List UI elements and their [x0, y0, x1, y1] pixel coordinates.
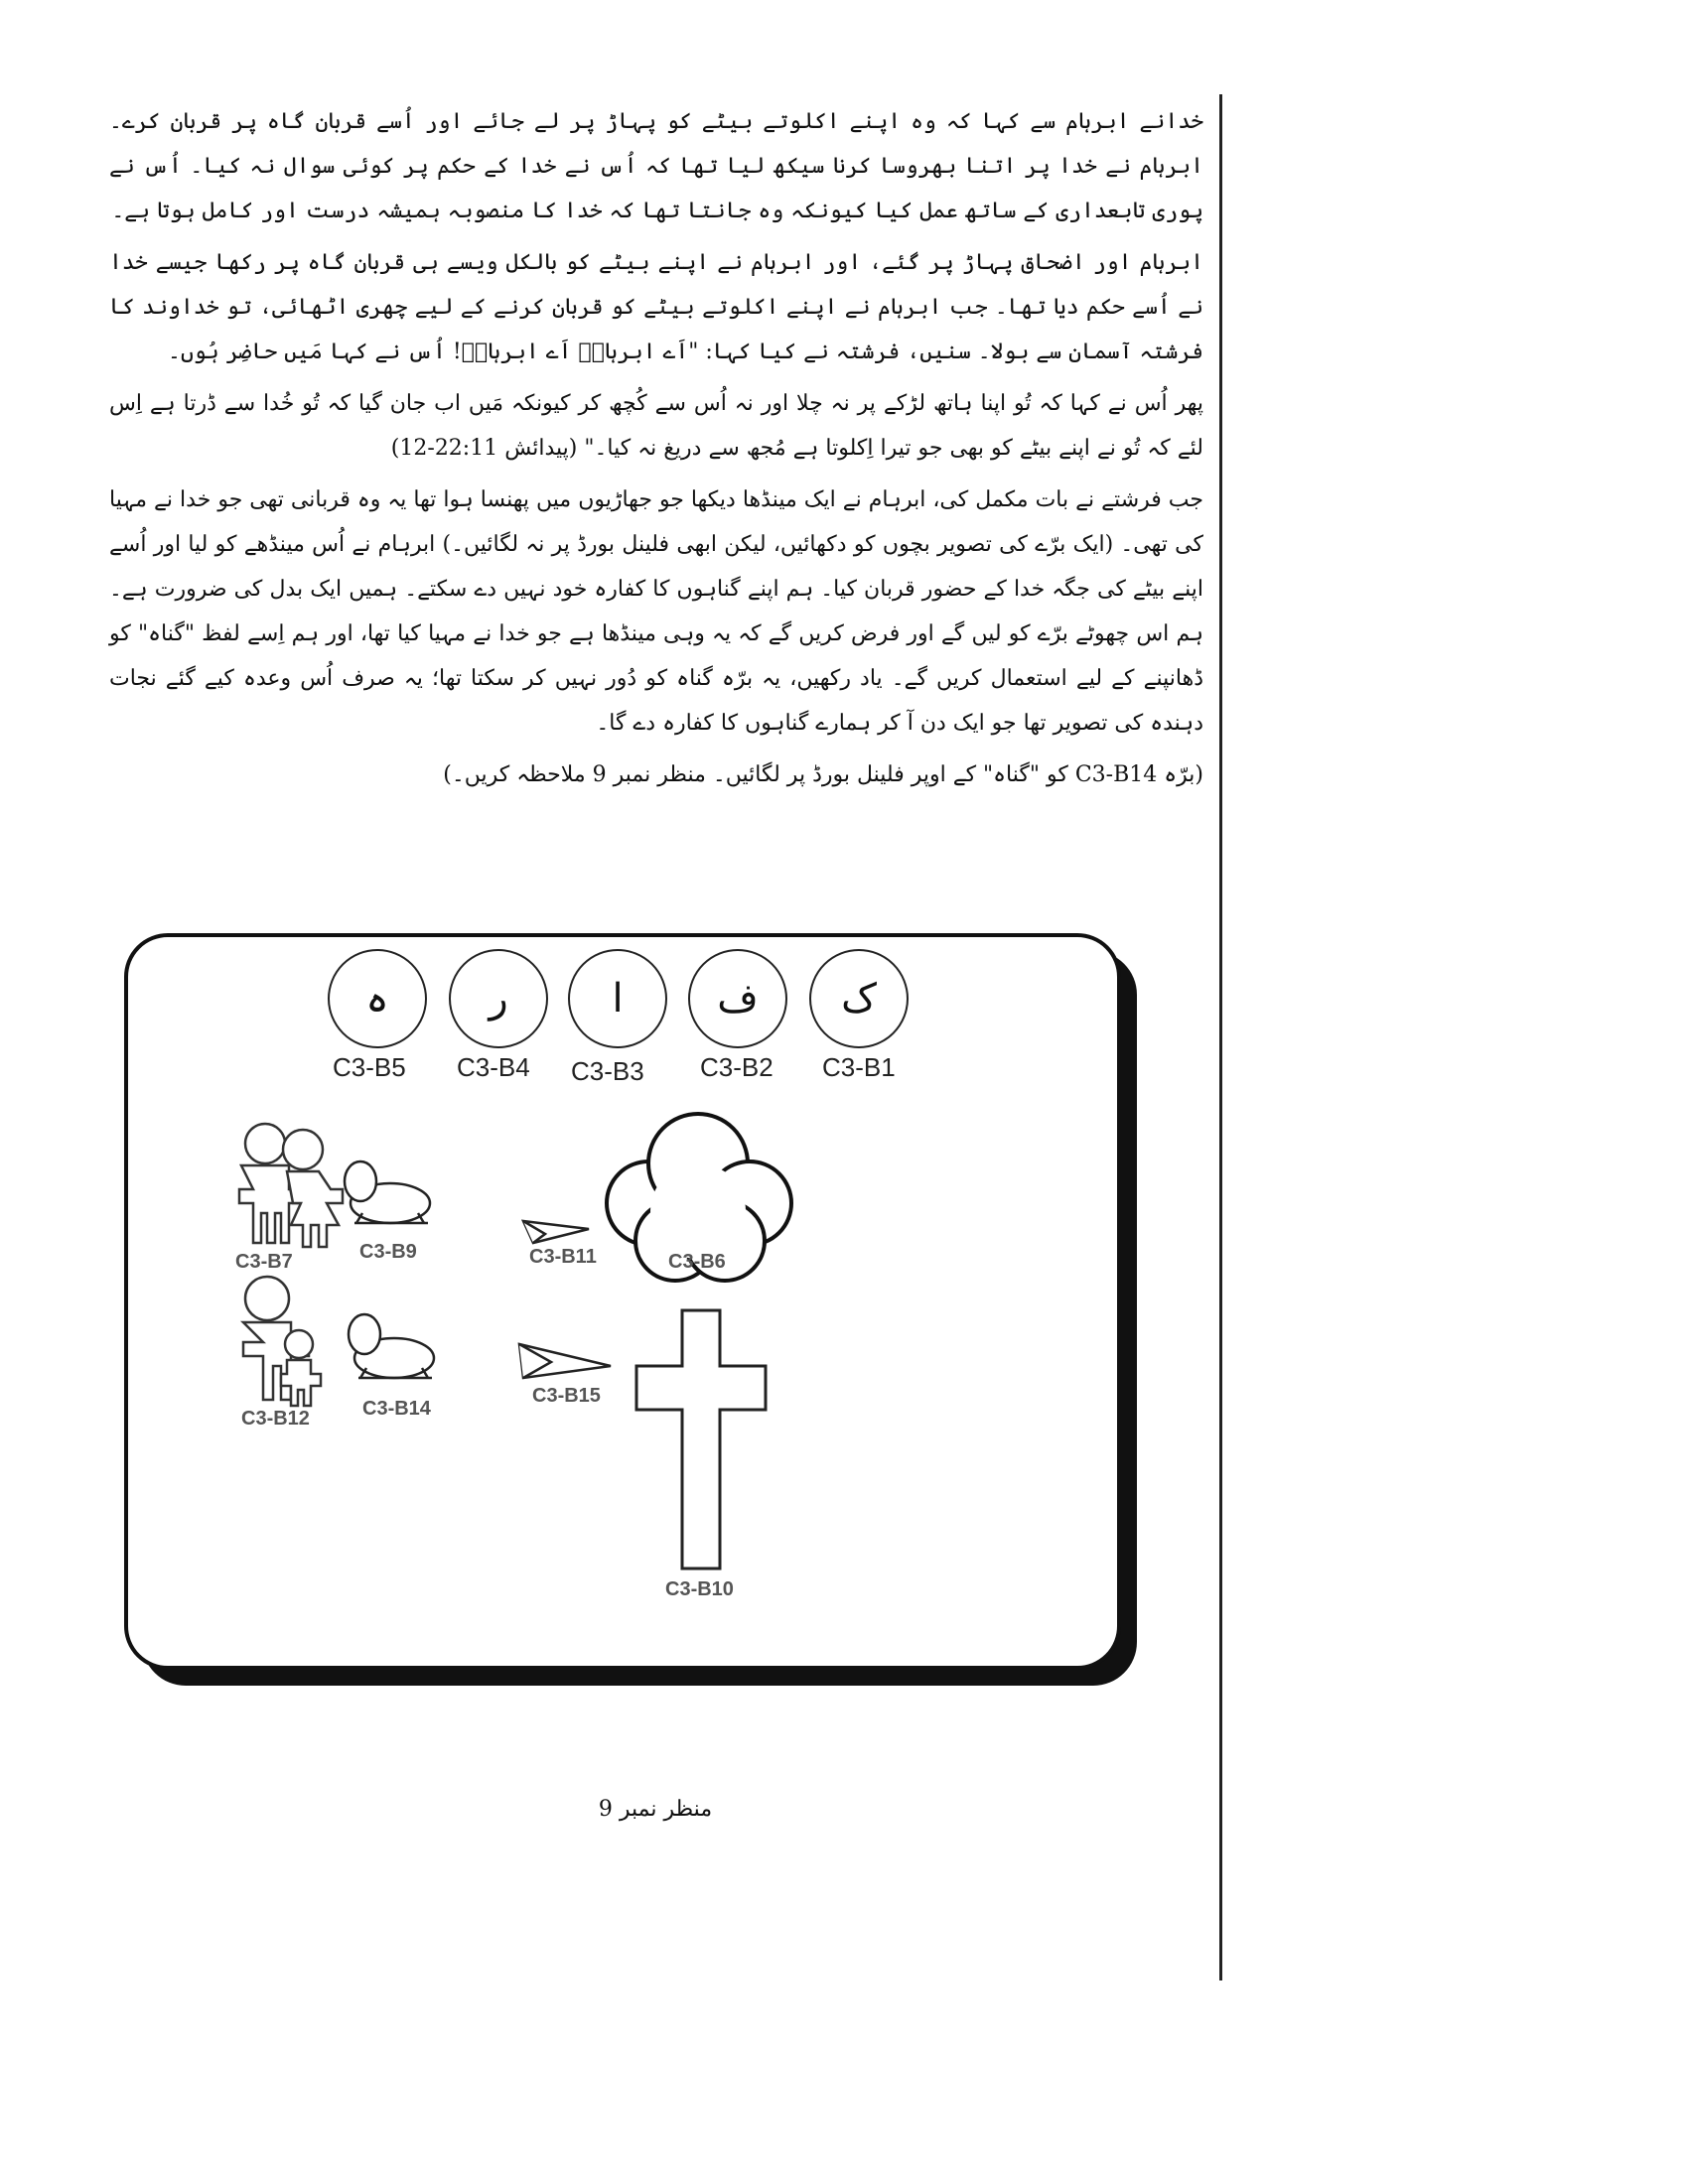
letter-code-b2: C3-B2	[700, 1052, 774, 1082]
vertical-rule	[1219, 94, 1222, 1980]
paragraph-3: پھر اُس نے کہا کہ تُو اپنا ہاتھ لڑکے پر نہ چلا اور نہ اُس سے کُچھ کر کیونکہ مَیں اب جان گیا کہ تُو خُدا سے ڈرتا ہے اِس لئے کہ تُو نے اپنے بیٹے کو بھی جو تیرا اِکلوتا ہے مُجھ سے دریغ نہ کیا۔" (پیدائش 22:11-12)	[109, 391, 1203, 461]
letter-circle-he: ہ	[328, 949, 427, 1048]
letter-circle-kaf: ک	[809, 949, 909, 1048]
children-icon	[239, 1124, 343, 1247]
arrow-icon-bottom	[519, 1344, 611, 1378]
letter-circle-fe: ف	[688, 949, 787, 1048]
label-c3-b15: C3-B15	[532, 1385, 601, 1407]
cross-icon	[636, 1310, 766, 1569]
arrow-icon-top	[523, 1221, 589, 1243]
adult-child-icon	[243, 1277, 321, 1406]
label-c3-b10: C3-B10	[665, 1578, 734, 1600]
letter-circle-alif: ا	[568, 949, 667, 1048]
flannel-board-scene	[124, 933, 1122, 1671]
letter-circle-re: ر	[449, 949, 548, 1048]
scene-figures	[124, 933, 1117, 1668]
paragraph-1: خدانے ابرہام سے کہا کہ وہ اپنے اکلوتے بیٹے کو پہاڑ پر لے جائے اور اُسے قربان گاہ پر قربان کرے۔ ابرہام نے خدا پر اتنا بھروسا کرنا سیکھ لیا تھا کہ اُس نے خدا کے حکم پر کوئی سوال نہ کیا۔ اُس نے پوری تابعداری کے ساتھ عمل کیا کیونکہ وہ جانتا تھا کہ خدا کا منصوبہ ہمیشہ درست اور کامل ہوتا ہے۔	[109, 109, 1203, 223]
paragraph-2: ابرہام اور اضحاق پہاڑ پر گئے، اور ابرہام نے اپنے بیٹے کو بالکل ویسے ہی قربان گاہ پر رکھا جیسے خدا نے اُسے حکم دیا تھا۔ جب ابرہام نے اپنے اکلوتے بیٹے کو قربان کرنے کے لیے چھری اٹھائی، تو خداوند کا فرشتہ آسمان سے بولا۔ سنیں، فرشتہ نے کیا کہا: "اَے ابرہامؔ اَے ابرہامؔ! اُس نے کہا مَیں حاضِر ہُوں۔	[109, 250, 1203, 364]
letter-code-b1: C3-B1	[822, 1052, 896, 1082]
letter-code-b3: C3-B3	[571, 1056, 644, 1086]
lamb-icon-bottom	[349, 1314, 434, 1378]
label-c3-b7: C3-B7	[235, 1251, 293, 1273]
label-c3-b11: C3-B11	[529, 1246, 597, 1268]
paragraph-4: جب فرشتے نے بات مکمل کی، ابرہام نے ایک مینڈھا دیکھا جو جھاڑیوں میں پھنسا ہوا تھا یہ وہ قربانی تھی جو خدا نے مہیا کی تھی۔ (ایک برّے کی تصویر بچوں کو دکھائیں، لیکن ابھی فلینل بورڈ پر نہ لگائیں۔) ابرہام نے اُس مینڈھے کو لیا اور اُسے اپنے بیٹے کی جگہ خدا کے حضور قربان کیا۔ ہم اپنے گناہوں کا کفارہ خود نہیں دے سکتے۔ ہمیں ایک بدل کی ضرورت ہے۔ ہم اس چھوٹے برّے کو لیں گے اور فرض کریں گے کہ یہ وہی مینڈھا ہے جو خدا نے مہیا کیا تھا، اور ہم اِسے لفظ "گناہ" کو ڈھانپنے کے لیے استعمال کریں گے۔ یاد رکھیں، یہ برّہ گناہ کو دُور نہیں کر سکتا تھا؛ یہ صرف اُس وعدہ کیے گئے نجات دہندہ کی تصویر تھا جو ایک دن آ کر ہمارے گناہوں کا کفارہ دے گا۔	[109, 487, 1203, 736]
scene-caption: منظر نمبر 9	[598, 1797, 713, 1822]
lamb-icon-top	[345, 1161, 430, 1223]
paragraph-5-instruction: (برّہ C3-B14 کو "گناہ" کے اوپر فلینل بورڈ پر لگائیں۔ منظر نمبر 9 ملاحظہ کریں۔)	[443, 762, 1203, 787]
label-c3-b6: C3-B6	[668, 1251, 726, 1273]
letter-code-b5: C3-B5	[333, 1052, 406, 1082]
lesson-text	[109, 99, 1203, 804]
label-c3-b9: C3-B9	[359, 1241, 417, 1263]
label-c3-b14: C3-B14	[362, 1398, 431, 1420]
letter-code-b4: C3-B4	[457, 1052, 530, 1082]
label-c3-b12: C3-B12	[241, 1408, 310, 1430]
